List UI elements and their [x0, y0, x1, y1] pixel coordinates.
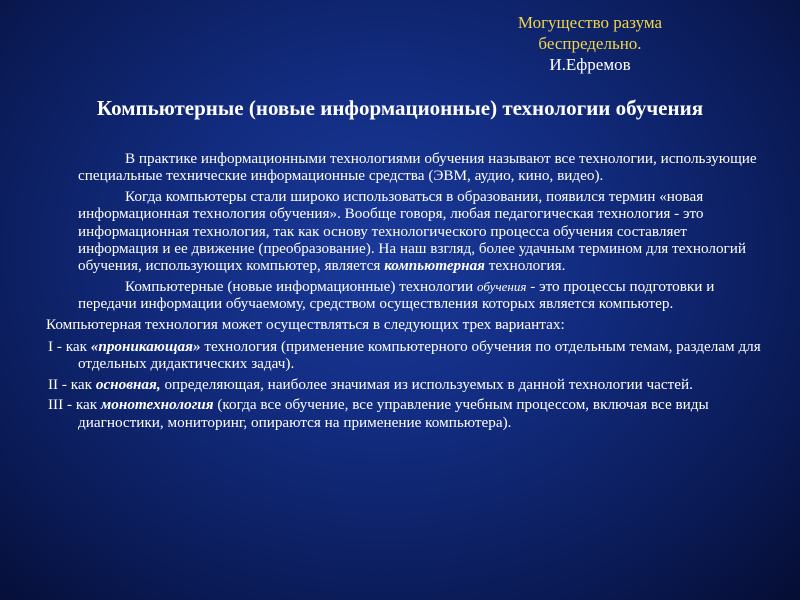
paragraph-variants-intro: Компьютерная технология может осуществляться в следующих трех вариантах: — [46, 315, 565, 333]
paragraph-terminology-end: технология. — [485, 257, 566, 275]
paragraph-computer-technologies-end: - это процессы подготовки и передачи информации обучаемому, средством осуществления которых является компьютер. — [78, 277, 715, 313]
variant-3-term: монотехнология — [100, 396, 214, 414]
epigraph — [470, 12, 710, 75]
slide-body — [46, 150, 762, 434]
variant-2-description: определяющая, наиболее значимая из используемых в данной технологии частей. — [160, 375, 693, 393]
emphasis-learning: обучения — [476, 278, 527, 294]
variant-2-term: основная, — [95, 375, 161, 393]
paragraph-computer-technologies — [46, 278, 762, 313]
variant-item-2 — [46, 376, 762, 393]
epigraph-line-2: беспредельно. — [538, 34, 642, 53]
variant-2-number: II - как — [48, 375, 96, 393]
variant-3-number: III - как — [48, 396, 101, 414]
epigraph-author: И.Ефремов — [549, 55, 631, 74]
paragraph-computer-technologies-text: Компьютерные (новые информационные) технологии — [125, 277, 477, 295]
variant-1-term: «проникающая» — [90, 338, 201, 356]
paragraph-terminology-text: Когда компьютеры стали широко использоваться в образовании, появился термин «новая информационная технология обучения». Вообще говоря, любая педагогическая технология - это информационная технология, так как основу технологического процесса обучения составляет информация и ее движение (преобразование). На наш взгляд, более удачным термином для технологий обучения, использующих компьютер, является — [78, 187, 747, 275]
slide-title: Компьютерные (новые информационные) технологии обучения — [96, 96, 704, 120]
emphasis-computer: компьютерная — [384, 257, 485, 275]
paragraph-definition: В практике информационными технологиями обучения называют все технологии, использующие специальные технические информационные средства (ЭВМ, аудио, кино, видео). — [78, 150, 757, 185]
variant-1-description: технология (применение компьютерного обучения по отдельным темам, разделам для отдельных дидактических задач). — [78, 338, 761, 373]
epigraph-line-1: Могущество разума — [517, 13, 663, 32]
variant-1-number: I - как — [48, 338, 91, 356]
variant-item-1 — [46, 338, 762, 373]
variant-3-description: (когда все обучение, все управление учебным процессом, включая все виды диагностики, мониторинг, опираются на применение компьютера). — [78, 396, 709, 431]
variant-item-3 — [46, 396, 762, 431]
paragraph-terminology — [46, 188, 762, 275]
